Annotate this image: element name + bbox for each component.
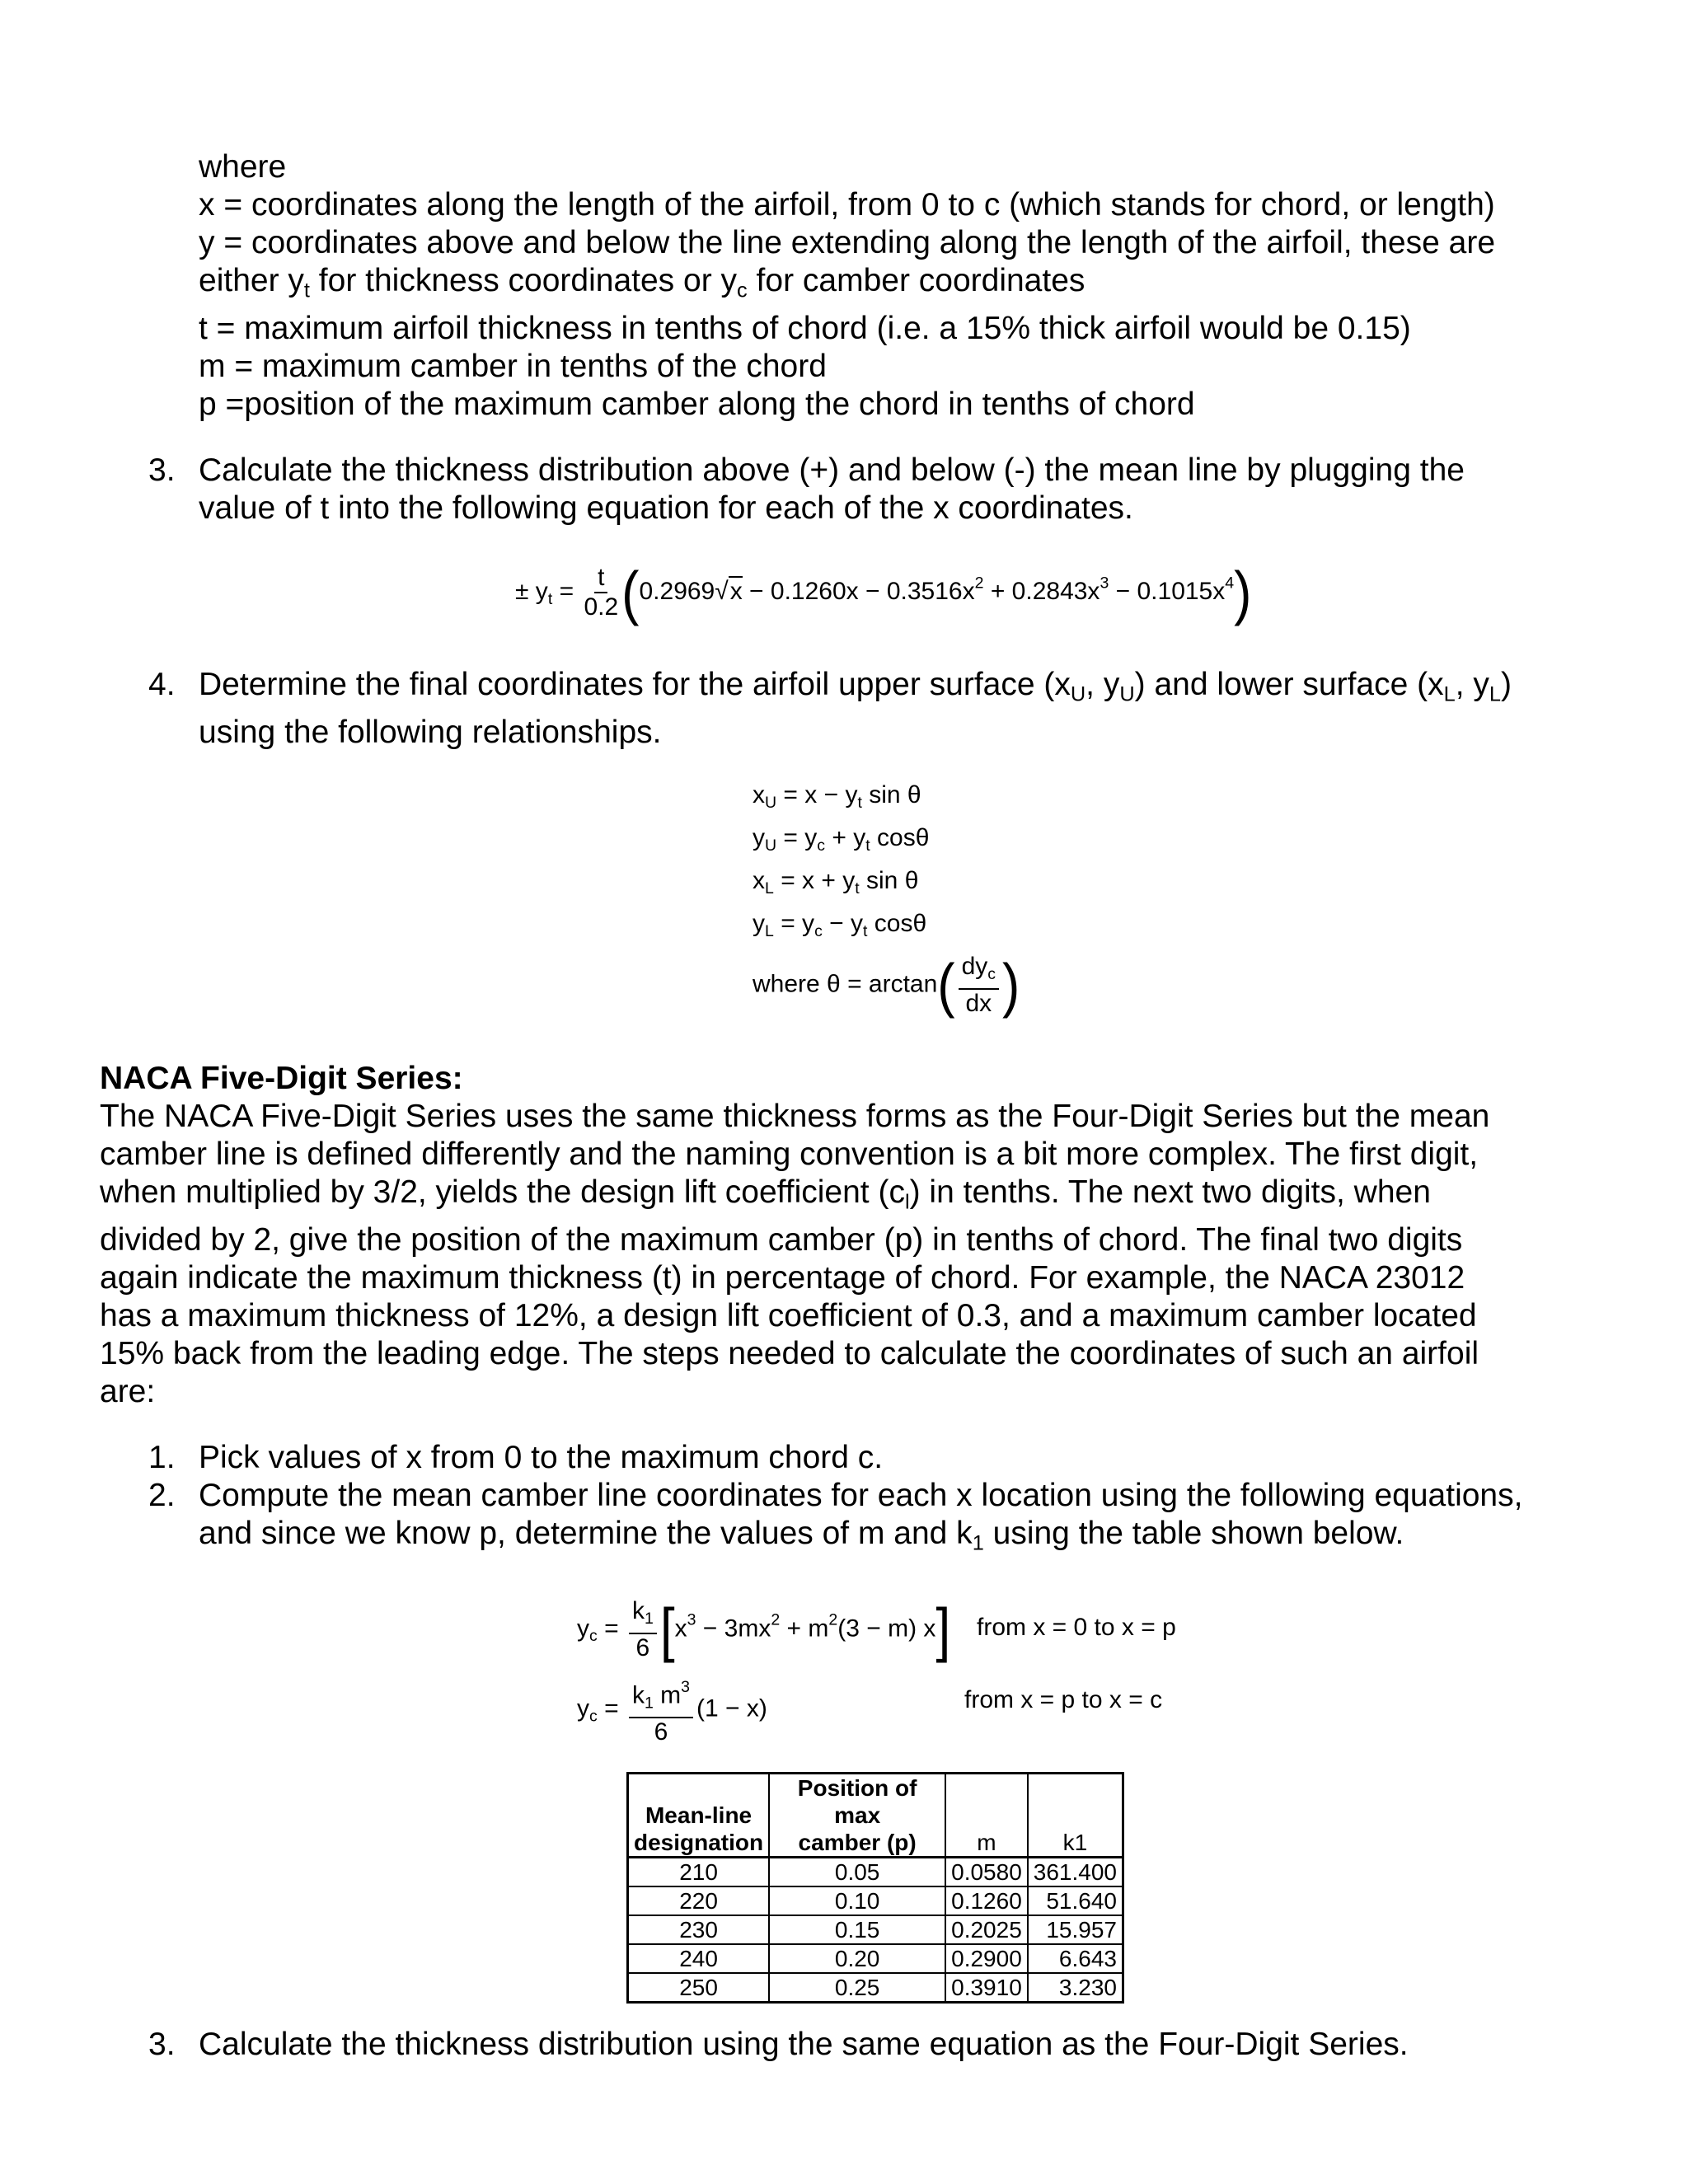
para-line-5: again indicate the maximum thickness (t) in percentage of chord. For example, the NACA 23012 [100, 1259, 1465, 1296]
m-definition: m = maximum camber in tenths of the chord [199, 348, 827, 384]
cell-m: 0.2900 [945, 1944, 1028, 1973]
header-k1: k1 [1028, 1829, 1123, 1858]
five-step2-line2: and since we know p, determine the values of m and $k_1$ using the table shown below. [199, 1516, 1404, 1555]
cell-designation: 240 [628, 1944, 770, 1973]
cell-m: 0.2025 [945, 1915, 1028, 1944]
y-definition-line2: either $y_t$ for thickness coordinates or $y_c$ for camber coordinates [199, 263, 1085, 302]
step3-text [199, 452, 1465, 527]
five-digit-heading: NACA Five-Digit Series: [100, 1061, 463, 1096]
mean-line-table [626, 1772, 1124, 2004]
table-row [628, 1915, 1123, 1944]
theta-definition: where θ = arctan( $\frac{dy_c}{dx}$ ) [753, 951, 1020, 1019]
five-step2-number: 2. [148, 1478, 176, 1513]
cell-m: 0.3910 [945, 1973, 1028, 2003]
header-k1-blank [1028, 1774, 1123, 1830]
table-row [628, 1886, 1123, 1915]
header-designation: designation [628, 1829, 770, 1858]
five-digit-section [100, 1060, 1489, 1411]
header-m-blank [945, 1774, 1028, 1830]
table-header-row [628, 1774, 1123, 1830]
para-line-4: divided by 2, give the position of the maximum camber (p) in tenths of chord. The final two digits [100, 1221, 1463, 1258]
para-line-8: are: [100, 1373, 156, 1409]
xl-equation: $x_L = x + y_t$ sin θ [753, 867, 919, 898]
where-label: where [199, 149, 287, 185]
yu-equation: $y_U = y_c + y_t$ cosθ [753, 824, 930, 855]
cell-k1: 51.640 [1028, 1886, 1123, 1915]
cell-k1: 3.230 [1028, 1973, 1123, 2003]
table-row [628, 1944, 1123, 1973]
camber-range-2: from x = p to x = c [964, 1686, 1163, 1713]
table-row [628, 1858, 1123, 1887]
cell-p: 0.05 [769, 1858, 945, 1887]
cell-designation: 250 [628, 1973, 770, 2003]
t-definition: t = maximum airfoil thickness in tenths of chord (i.e. a 15% thick airfoil would be 0.15) [199, 310, 1411, 346]
xu-equation: $x_U = x - y_t$ sin θ [753, 781, 921, 812]
camber-range-1: from x = 0 to x = p [977, 1614, 1176, 1641]
step4-number: 4. [148, 667, 176, 702]
x-definition: x = coordinates along the length of the airfoil, from 0 to c (which stands for chord, or length) [199, 187, 1495, 223]
para-line-2: camber line is defined differently and the naming convention is a bit more complex. The first digit, [100, 1137, 1479, 1172]
camber-equation-2: $y_c$ = $\frac{k_1 m^3}{6}$ (1 − x) [577, 1673, 767, 1746]
five-step1-number: 1. [148, 1440, 176, 1475]
p-definition: p =position of the maximum camber along the chord in tenths of chord [199, 386, 1195, 422]
cell-m: 0.1260 [945, 1886, 1028, 1915]
variable-definitions [199, 148, 1495, 424]
table-row [628, 1973, 1123, 2003]
five-step3-line: Calculate the thickness distribution using the same equation as the Four-Digit Series. [199, 2027, 1409, 2062]
cell-p: 0.20 [769, 1944, 945, 1973]
cell-m: 0.0580 [945, 1858, 1028, 1887]
five-step2-line1: Compute the mean camber line coordinates for each x location using the following equations, [199, 1478, 1523, 1513]
step4-line1: Determine the final coordinates for the airfoil upper surface ($x_U$, $y_U$) and lower surface ($x_L$, $y_L$) [199, 667, 1512, 706]
five-step3-number: 3. [148, 2027, 176, 2062]
para-line-7: 15% back from the leading edge. The steps needed to calculate the coordinates of such an airfoil [100, 1335, 1479, 1371]
step4-text [199, 666, 1512, 752]
step3-number: 3. [148, 452, 176, 488]
cell-p: 0.15 [769, 1915, 945, 1944]
cell-p: 0.25 [769, 1973, 945, 2003]
five-step1-text [199, 1439, 883, 1477]
cell-designation: 220 [628, 1886, 770, 1915]
para-line-1: The NACA Five-Digit Series uses the same thickness forms as the Four-Digit Series but the mean [100, 1099, 1490, 1134]
header-position: Position of max [769, 1774, 945, 1830]
para-line-3: when multiplied by 3/2, yields the design lift coefficient $(c_l)$ in tenths. The next two digits, when [100, 1174, 1431, 1214]
cell-p: 0.10 [769, 1886, 945, 1915]
yl-equation: $y_L = y_c - y_t$ cosθ [753, 910, 927, 940]
cell-k1: 15.957 [1028, 1915, 1123, 1944]
cell-designation: 210 [628, 1858, 770, 1887]
thickness-equation: ± $y_t$ = $\frac{t}{0.2}$ $(0.2969√x - 0.1260x - 0.3516x^2 + 0.2843x^3 - 0.1015x^4)$ [515, 558, 1252, 627]
step4-line2: using the following relationships. [199, 714, 662, 750]
y-definition-line1: y = coordinates above and below the line extending along the length of the airfoil, these are [199, 225, 1496, 260]
header-camber-p: camber (p) [769, 1829, 945, 1858]
five-step3-text [199, 2026, 1409, 2064]
five-step2-text [199, 1477, 1522, 1563]
camber-equation-1: $y_c$ = $\frac{k_1}{6}$ [$x^3 - 3mx^2 + m^2(3 - m)$ x] [577, 1596, 951, 1664]
step3-line1: Calculate the thickness distribution above (+) and below (-) the mean line by plugging the [199, 452, 1465, 488]
table-header-row-2 [628, 1829, 1123, 1858]
cell-k1: 361.400 [1028, 1858, 1123, 1887]
five-step1-line: Pick values of x from 0 to the maximum chord c. [199, 1440, 884, 1475]
step3-line2: value of t into the following equation for each of the x coordinates. [199, 490, 1133, 526]
cell-k1: 6.643 [1028, 1944, 1123, 1973]
cell-designation: 230 [628, 1915, 770, 1944]
header-mean-line: Mean-line [628, 1774, 770, 1830]
para-line-6: has a maximum thickness of 12%, a design lift coefficient of 0.3, and a maximum camber located [100, 1297, 1477, 1333]
header-m: m [945, 1829, 1028, 1858]
